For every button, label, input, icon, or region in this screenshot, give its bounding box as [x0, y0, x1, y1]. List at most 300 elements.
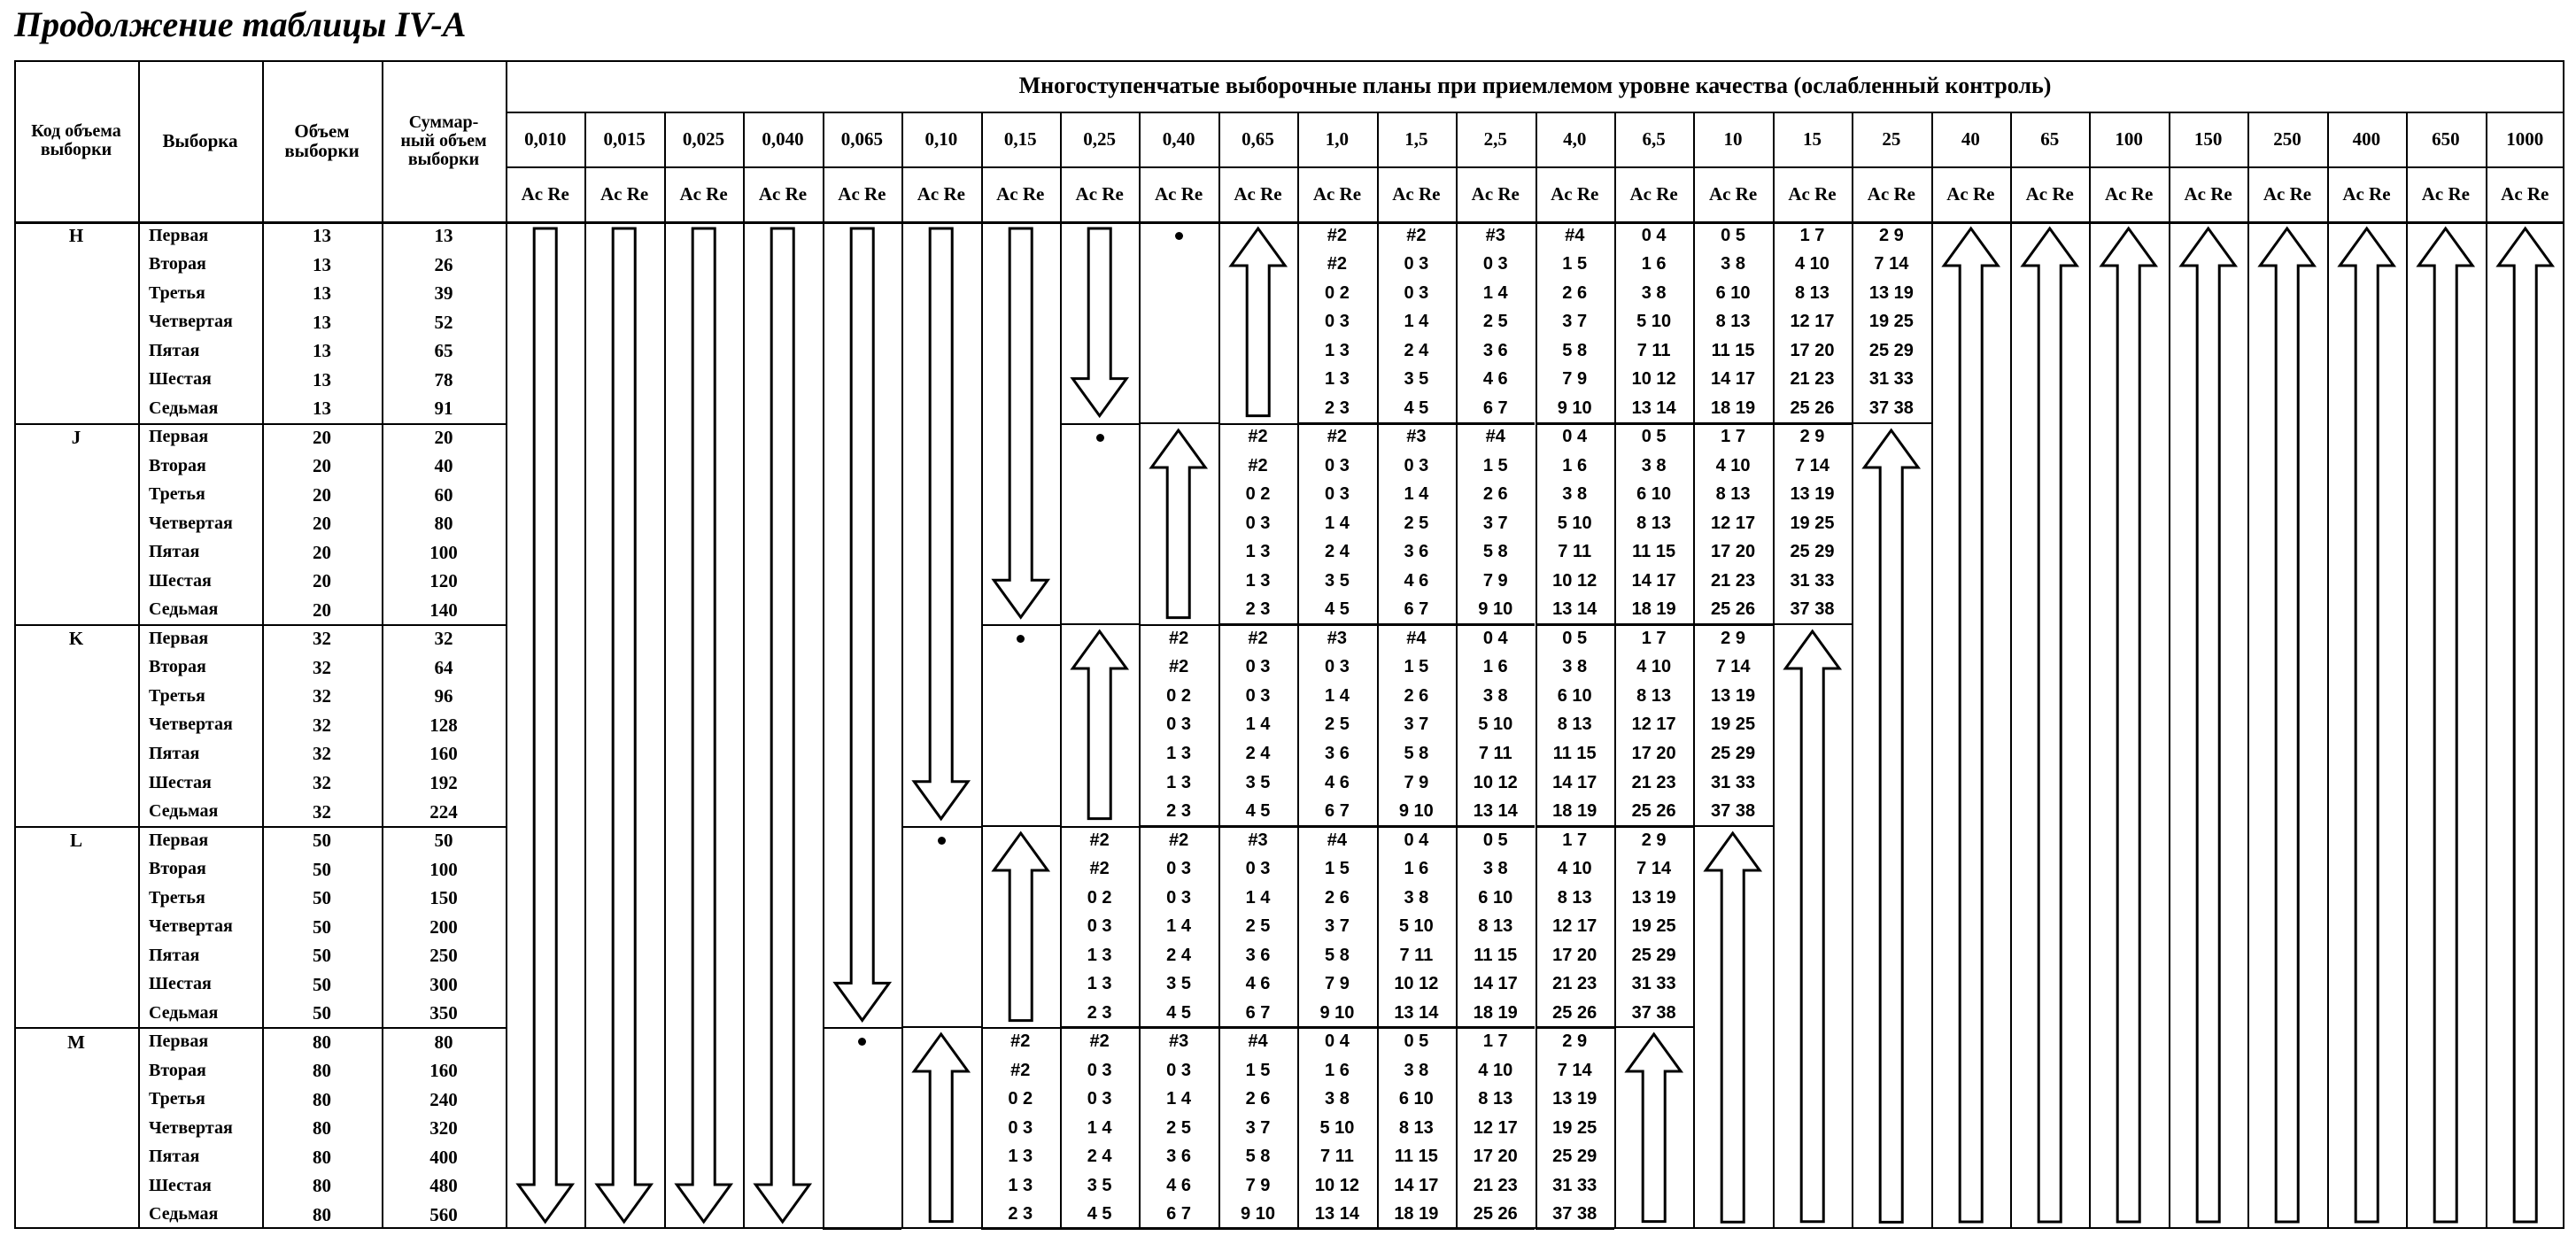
cell-divider: [1060, 826, 1139, 828]
acceptance-number: 31 33: [1552, 1175, 1597, 1195]
acceptance-number: 1 3: [1166, 772, 1191, 792]
acceptance-number: 8 13: [1478, 1089, 1513, 1109]
acceptance-number: 1 4: [1482, 282, 1508, 303]
arrow-up-icon: [1852, 423, 1930, 1229]
acceptance-number: 4 6: [1404, 570, 1429, 591]
dot-marker: [1017, 635, 1025, 643]
cumulative-size-value: 560: [429, 1203, 458, 1225]
aql-column-divider: [901, 112, 903, 1229]
acceptance-number: 10 12: [1394, 974, 1439, 994]
ac-re-header: Ac Re: [996, 182, 1045, 205]
acceptance-number: #2: [1327, 254, 1348, 274]
acceptance-number: 3 8: [1404, 887, 1429, 908]
cell-divider: [1139, 826, 1218, 828]
header-body-divider: [14, 221, 2564, 224]
group-code: M: [67, 1031, 85, 1053]
acceptance-number: 5 10: [1636, 312, 1672, 332]
cell-divider: [823, 1027, 901, 1029]
acceptance-number: 31 33: [1631, 974, 1676, 994]
aql-level-header: 250: [2273, 127, 2301, 150]
acceptance-number: 8 13: [1557, 715, 1592, 735]
acceptance-number: 6 10: [1636, 484, 1672, 505]
ac-re-header: Ac Re: [2184, 182, 2232, 205]
ac-re-header: Ac Re: [2342, 182, 2391, 205]
cell-divider: [1773, 221, 1852, 223]
header-cumulative-size: Суммар-ный объем выборки: [400, 112, 487, 169]
acceptance-number: 2 3: [1008, 1204, 1033, 1224]
acceptance-number: 19 25: [1790, 513, 1835, 533]
stage-name: Первая: [149, 830, 209, 850]
stage-name: Шестая: [149, 1175, 212, 1195]
acceptance-number: 4 5: [1325, 599, 1350, 620]
cell-divider: [1218, 1228, 1297, 1230]
stage-name: Третья: [149, 685, 205, 706]
acceptance-number: 12 17: [1552, 916, 1597, 937]
cumulative-size-value: 300: [429, 973, 458, 995]
acceptance-number: 19 25: [1631, 916, 1676, 937]
aql-column-divider: [1931, 112, 1933, 1229]
acceptance-number: 10 12: [1631, 369, 1676, 390]
arrow-up-icon: [2247, 221, 2326, 1229]
cumulative-size-value: 39: [434, 282, 453, 305]
cell-divider: [1060, 423, 1139, 425]
cumulative-size-value: 26: [434, 253, 453, 275]
cell-divider: [1536, 1228, 1614, 1230]
acceptance-number: 1 6: [1404, 859, 1429, 879]
ac-re-header: Ac Re: [1946, 182, 1995, 205]
cell-divider: [1218, 826, 1297, 828]
acceptance-number: 1 3: [1245, 542, 1271, 562]
cell-divider: [1297, 423, 1376, 425]
acceptance-number: 0 5: [1641, 427, 1667, 447]
acceptance-number: 7 11: [1558, 542, 1592, 562]
ac-re-header: Ac Re: [2263, 182, 2312, 205]
sample-size-value: 13: [313, 253, 331, 275]
cumulative-size-value: 20: [434, 426, 453, 448]
acceptance-number: 7 14: [1795, 455, 1830, 475]
acceptance-number: #2: [1089, 830, 1110, 850]
acceptance-number: 17 20: [1473, 1147, 1518, 1167]
acceptance-number: 7 11: [1399, 945, 1434, 965]
group-code: K: [68, 628, 84, 650]
acceptance-number: 5 10: [1319, 1117, 1355, 1138]
cell-divider: [1693, 423, 1772, 425]
acceptance-number: 4 10: [1478, 1060, 1513, 1080]
acceptance-number: 6 10: [1478, 887, 1513, 908]
acceptance-number: 1 3: [1087, 945, 1112, 965]
aql-column-divider: [2247, 112, 2249, 1229]
acceptance-number: 13 19: [1631, 887, 1676, 908]
arrow-down-icon: [664, 221, 743, 1229]
acceptance-number: 1 3: [1008, 1175, 1033, 1195]
sample-size-value: 80: [313, 1060, 331, 1082]
acceptance-number: 1 6: [1482, 657, 1508, 677]
cell-divider: [981, 624, 1060, 626]
cell-divider: [1377, 221, 1456, 223]
aql-level-header: 25: [1882, 127, 1901, 150]
acceptance-number: 1 4: [1325, 513, 1350, 533]
acceptance-number: 11 15: [1632, 542, 1676, 562]
acceptance-number: 8 13: [1636, 685, 1672, 706]
aql-column-divider: [743, 112, 745, 1229]
acceptance-number: 2 9: [1878, 225, 1904, 245]
cell-divider: [1060, 1027, 1139, 1029]
acceptance-number: 7 11: [1320, 1147, 1354, 1167]
cumulative-size-value: 480: [429, 1175, 458, 1197]
stage-name: Пятая: [149, 744, 200, 763]
acceptance-number: 25 26: [1473, 1204, 1518, 1224]
cell-divider: [1773, 423, 1852, 425]
cell-divider: [901, 1026, 980, 1028]
acceptance-number: #4: [1565, 225, 1585, 245]
acceptance-number: 12 17: [1711, 513, 1756, 533]
cell-divider: [1536, 1027, 1614, 1029]
sample-size-value: 13: [313, 340, 331, 362]
acceptance-number: #2: [1089, 1031, 1110, 1052]
cumulative-size-value: 96: [434, 685, 453, 707]
sample-size-value: 20: [313, 570, 331, 592]
acceptance-number: 9 10: [1398, 801, 1434, 822]
acceptance-number: 3 8: [1641, 455, 1667, 475]
acceptance-number: #2: [1406, 225, 1427, 245]
acceptance-number: 2 9: [1641, 830, 1667, 850]
table-border-top: [14, 60, 2564, 62]
acceptance-number: #2: [1010, 1060, 1031, 1080]
group-code: H: [68, 225, 84, 247]
acceptance-number: #2: [1168, 628, 1189, 648]
cell-divider: [1456, 423, 1535, 425]
stage-name: Шестая: [149, 974, 212, 994]
cell-divider: [1693, 825, 1772, 827]
aql-level-header: 0,025: [682, 127, 725, 150]
cumulative-size-value: 150: [429, 887, 458, 909]
acceptance-number: #2: [1089, 859, 1110, 879]
acceptance-number: 5 10: [1478, 715, 1513, 735]
acceptance-number: 0 3: [1404, 254, 1429, 274]
acceptance-number: 3 5: [1087, 1175, 1112, 1195]
acceptance-number: 13 19: [1790, 484, 1835, 505]
acceptance-number: 0 4: [1641, 225, 1667, 245]
acceptance-number: 1 5: [1404, 657, 1429, 677]
ac-re-header: Ac Re: [679, 182, 728, 205]
acceptance-number: 3 5: [1404, 369, 1429, 390]
acceptance-number: 3 7: [1562, 312, 1588, 332]
cell-divider: [1139, 1027, 1218, 1029]
acceptance-number: 25 26: [1631, 801, 1676, 822]
aql-column-divider: [981, 112, 983, 1229]
acceptance-number: 13 14: [1631, 398, 1676, 418]
acceptance-number: 0 3: [1166, 887, 1191, 908]
cell-divider: [1377, 423, 1456, 425]
acceptance-number: #3: [1168, 1031, 1189, 1052]
sample-size-value: 50: [313, 915, 331, 938]
ac-re-header: Ac Re: [1788, 182, 1837, 205]
acceptance-number: 9 10: [1319, 1002, 1355, 1023]
arrow-down-icon: [823, 221, 901, 1027]
acceptance-number: 9 10: [1241, 1204, 1275, 1224]
ac-re-header: Ac Re: [917, 182, 965, 205]
cell-divider: [1139, 624, 1218, 626]
ac-re-header: Ac Re: [1629, 182, 1678, 205]
acceptance-number: 4 6: [1482, 369, 1508, 390]
sample-size-value: 13: [313, 368, 331, 390]
cell-divider: [901, 826, 980, 828]
stage-name: Пятая: [149, 542, 200, 562]
cell-divider: [1456, 1027, 1535, 1029]
cell-divider: [1456, 221, 1535, 223]
arrow-down-icon: [981, 221, 1060, 624]
acceptance-number: 25 26: [1790, 398, 1835, 418]
cumulative-size-value: 80: [434, 513, 453, 535]
stage-name: Седьмая: [149, 398, 219, 418]
acceptance-number: 0 2: [1325, 282, 1350, 303]
acceptance-number: 1 7: [1721, 427, 1745, 447]
acceptance-number: 8 13: [1715, 484, 1751, 505]
acceptance-number: 0 3: [1166, 715, 1191, 735]
acceptance-number: 2 6: [1245, 1089, 1271, 1109]
acceptance-number: 3 8: [1482, 859, 1508, 879]
acceptance-number: #4: [1406, 628, 1427, 648]
stage-name: Вторая: [149, 859, 206, 879]
acceptance-number: 21 23: [1790, 369, 1835, 390]
arrow-up-icon: [1139, 423, 1218, 625]
arrow-down-icon: [1060, 221, 1139, 423]
acceptance-number: 0 3: [1245, 859, 1271, 879]
ac-re-header: Ac Re: [1471, 182, 1520, 205]
acceptance-number: 17 20: [1552, 945, 1597, 965]
acceptance-number: 4 10: [1715, 455, 1751, 475]
acceptance-number: 5 8: [1245, 1147, 1271, 1167]
ac-re-header: Ac Re: [1234, 182, 1282, 205]
ac-re-header: Ac Re: [2105, 182, 2154, 205]
cell-divider: [1456, 826, 1535, 828]
stage-name: Пятая: [149, 340, 200, 360]
aql-level-header: 0,25: [1083, 127, 1117, 150]
sample-size-value: 20: [313, 455, 331, 477]
acceptance-number: 31 33: [1868, 369, 1914, 390]
acceptance-number: 0 3: [1245, 513, 1271, 533]
cell-divider: [1139, 1228, 1218, 1230]
acceptance-number: 0 3: [1325, 484, 1350, 505]
acceptance-number: 10 12: [1473, 772, 1518, 792]
acceptance-number: 1 4: [1404, 484, 1429, 505]
acceptance-number: 0 3: [1166, 1060, 1191, 1080]
acceptance-number: 3 8: [1562, 657, 1588, 677]
acceptance-number: 5 8: [1482, 542, 1508, 562]
cumulative-size-value: 160: [429, 743, 458, 765]
acceptance-number: 6 10: [1715, 282, 1751, 303]
acceptance-number: 7 14: [1874, 254, 1909, 274]
stage-name: Третья: [149, 1089, 205, 1109]
group-divider: [14, 826, 506, 828]
ac-re-header: Ac Re: [2501, 182, 2549, 205]
sample-size-value: 80: [313, 1203, 331, 1225]
sample-size-value: 32: [313, 656, 331, 678]
sample-size-value: 32: [313, 743, 331, 765]
acceptance-number: 18 19: [1711, 398, 1756, 418]
acceptance-number: 17 20: [1711, 542, 1756, 562]
acceptance-number: 5 8: [1325, 945, 1350, 965]
acceptance-number: #2: [1168, 830, 1189, 850]
cell-divider: [1377, 826, 1456, 828]
acceptance-number: 2 3: [1166, 801, 1191, 822]
sample-size-value: 32: [313, 685, 331, 707]
acceptance-number: 5 8: [1562, 340, 1588, 360]
acceptance-number: 0 3: [1404, 282, 1429, 303]
acceptance-number: 1 7: [1482, 1031, 1508, 1052]
aql-level-header: 1000: [2506, 127, 2544, 150]
acceptance-number: 25 26: [1552, 1002, 1597, 1023]
aql-column-divider: [2327, 112, 2329, 1229]
aql-column-divider: [2089, 112, 2091, 1229]
acceptance-number: 8 13: [1795, 282, 1830, 303]
aql-column-divider: [1139, 112, 1141, 1229]
cell-divider: [1693, 624, 1772, 626]
acceptance-number: 18 19: [1631, 599, 1676, 620]
acceptance-number: 31 33: [1790, 570, 1835, 591]
aql-column-divider: [1773, 112, 1775, 1229]
arrow-up-icon: [2486, 221, 2564, 1229]
sample-size-value: 20: [313, 541, 331, 563]
cell-divider: [981, 1027, 1060, 1029]
acceptance-number: #3: [1485, 225, 1505, 245]
cell-divider: [1456, 1228, 1535, 1230]
cell-divider: [1060, 1228, 1139, 1230]
acceptance-number: 9 10: [1478, 599, 1513, 620]
acceptance-number: 2 9: [1562, 1031, 1588, 1052]
table-border-left: [14, 60, 16, 1229]
acceptance-number: 3 5: [1325, 570, 1350, 591]
aql-level-header: 0,65: [1242, 127, 1274, 150]
cumulative-size-value: 91: [434, 398, 453, 420]
sample-size-value: 20: [313, 599, 331, 621]
acceptance-number: 14 17: [1631, 570, 1676, 591]
acceptance-number: 18 19: [1394, 1204, 1439, 1224]
stage-name: Четвертая: [149, 715, 233, 735]
acceptance-number: 8 13: [1557, 887, 1592, 908]
acceptance-number: #3: [1248, 830, 1268, 850]
acceptance-number: 13 19: [1552, 1089, 1597, 1109]
acceptance-number: 0 3: [1325, 657, 1350, 677]
acceptance-number: 4 5: [1087, 1204, 1112, 1224]
acceptance-number: 37 38: [1552, 1204, 1597, 1224]
stage-name: Третья: [149, 484, 205, 505]
acceptance-number: 3 6: [1325, 744, 1350, 763]
sample-size-value: 13: [313, 282, 331, 305]
acceptance-number: 14 17: [1552, 772, 1597, 792]
acceptance-number: 2 6: [1562, 282, 1588, 303]
acceptance-number: 3 6: [1166, 1147, 1191, 1167]
stage-name: Пятая: [149, 945, 200, 965]
acceptance-number: 2 4: [1325, 542, 1350, 562]
acceptance-number: 1 4: [1166, 1089, 1191, 1109]
aql-level-header: 400: [2352, 127, 2381, 150]
acceptance-number: 19 25: [1711, 715, 1756, 735]
acceptance-number: 31 33: [1711, 772, 1756, 792]
arrow-up-icon: [1931, 221, 2010, 1229]
acceptance-number: 6 7: [1325, 801, 1350, 822]
acceptance-number: 1 4: [1245, 715, 1271, 735]
acceptance-number: 11 15: [1474, 945, 1518, 965]
acceptance-number: 7 9: [1482, 570, 1508, 591]
acceptance-number: #2: [1248, 427, 1268, 447]
acceptance-number: 37 38: [1711, 801, 1756, 822]
stage-name: Первая: [149, 1031, 209, 1052]
acceptance-number: 4 6: [1325, 772, 1350, 792]
cell-divider: [1218, 1027, 1297, 1029]
acceptance-number: 0 2: [1008, 1089, 1033, 1109]
cumulative-size-value: 192: [429, 771, 458, 793]
acceptance-number: #4: [1485, 427, 1505, 447]
sample-size-value: 13: [313, 398, 331, 420]
sample-size-value: 80: [313, 1175, 331, 1197]
ac-re-header: Ac Re: [600, 182, 649, 205]
stage-name: Шестая: [149, 570, 212, 591]
cumulative-size-value: 200: [429, 915, 458, 938]
cumulative-size-value: 240: [429, 1088, 458, 1110]
acceptance-number: 0 3: [1245, 657, 1271, 677]
acceptance-number: 7 11: [1478, 744, 1512, 763]
acceptance-number: 13 14: [1552, 599, 1597, 620]
cumulative-size-value: 350: [429, 1002, 458, 1024]
cell-divider: [1139, 221, 1218, 223]
acceptance-number: 2 6: [1404, 685, 1429, 706]
acceptance-number: 0 3: [1166, 859, 1191, 879]
cell-divider: [1614, 221, 1693, 223]
acceptance-number: 2 5: [1482, 312, 1508, 332]
aql-column-divider: [1297, 112, 1299, 1229]
aql-level-header: 1,0: [1325, 127, 1350, 150]
acceptance-number: 6 7: [1166, 1204, 1191, 1224]
acceptance-number: 5 8: [1404, 744, 1429, 763]
acceptance-number: 2 6: [1482, 484, 1508, 505]
stage-name: Четвертая: [149, 1117, 233, 1138]
acceptance-number: 0 3: [1087, 916, 1112, 937]
acceptance-number: 4 10: [1636, 657, 1672, 677]
sample-size-value: 80: [313, 1088, 331, 1110]
sample-size-value: 50: [313, 858, 331, 880]
acceptance-number: 8 13: [1715, 312, 1751, 332]
sample-size-value: 32: [313, 714, 331, 736]
aql-level-header: 0,065: [840, 127, 884, 150]
dot-marker: [858, 1038, 866, 1046]
table-caption: Продолжение таблицы IV-A: [14, 4, 467, 44]
arrow-up-icon: [2406, 221, 2485, 1229]
acceptance-number: 3 6: [1482, 340, 1508, 360]
acceptance-number: 1 4: [1404, 312, 1429, 332]
sample-size-value: 32: [313, 800, 331, 823]
acceptance-number: 3 8: [1721, 254, 1745, 274]
sample-size-value: 13: [313, 225, 331, 247]
sample-size-value: 20: [313, 426, 331, 448]
ac-re-header: Ac Re: [2025, 182, 2074, 205]
sample-size-value: 80: [313, 1117, 331, 1139]
arrow-up-icon: [1773, 624, 1852, 1229]
acceptance-number: 13 14: [1314, 1204, 1359, 1224]
aql-level-header: 15: [1802, 127, 1822, 150]
stage-name: Седьмая: [149, 1002, 219, 1023]
acceptance-number: 10 12: [1552, 570, 1597, 591]
header-sample-size: Объем выборки: [284, 120, 360, 161]
acceptance-number: 0 3: [1245, 685, 1271, 706]
sample-size-value: 50: [313, 887, 331, 909]
column-divider: [138, 60, 140, 1229]
acceptance-number: 2 3: [1245, 599, 1271, 620]
acceptance-number: 2 4: [1404, 340, 1429, 360]
acceptance-number: 0 5: [1721, 225, 1745, 245]
cumulative-size-value: 100: [429, 541, 458, 563]
acceptance-number: 1 5: [1325, 859, 1350, 879]
